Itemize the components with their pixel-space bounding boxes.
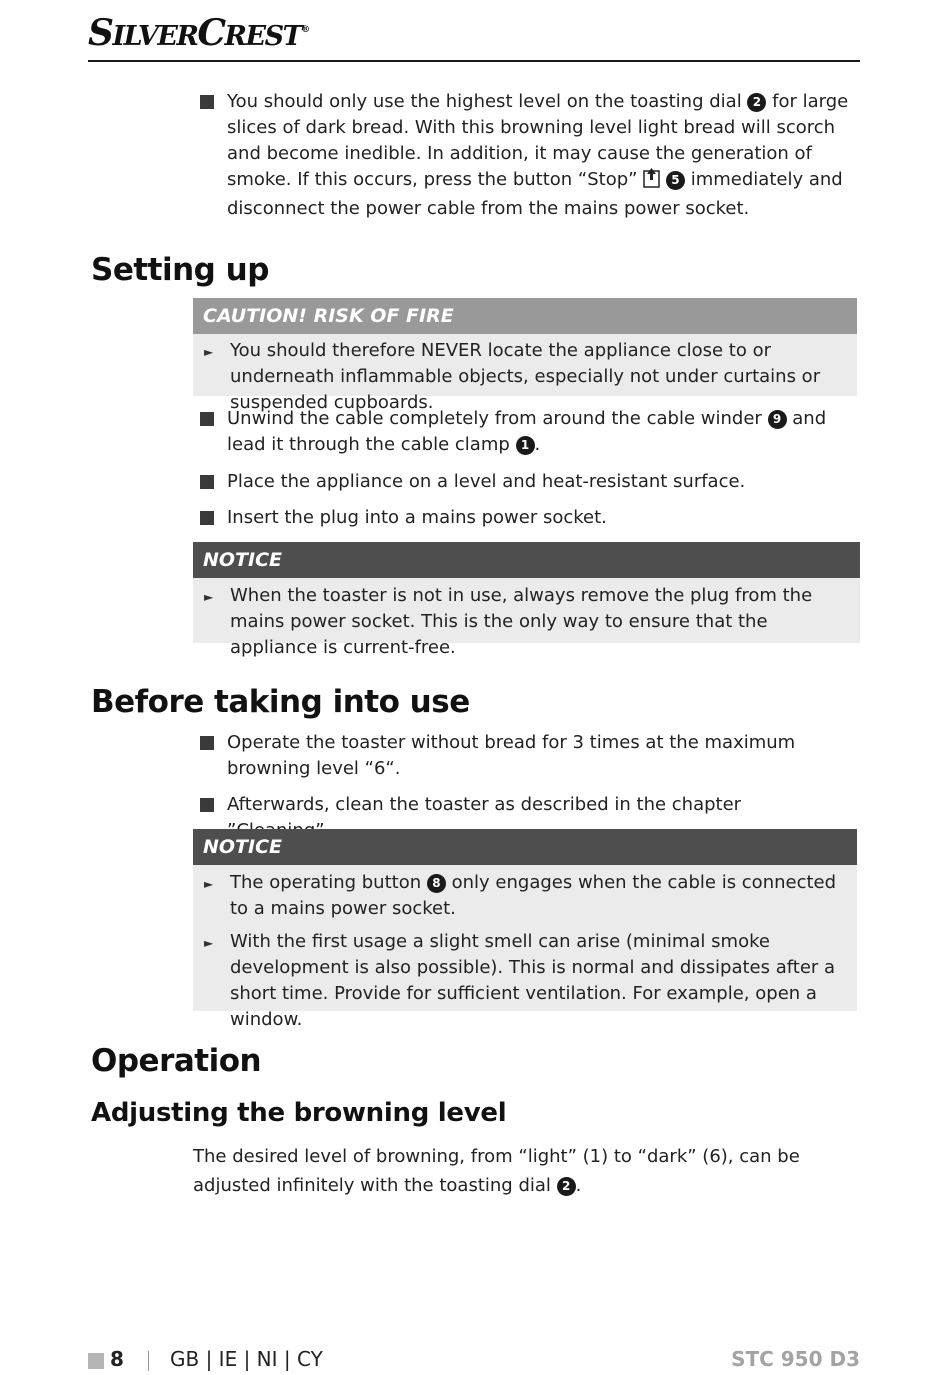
ref-number-badge: 5 [666,171,685,190]
triangle-arrow-icon: ► [204,936,214,950]
footer-divider [148,1351,149,1371]
ref-number-badge: 2 [557,1177,576,1196]
brand-logo: SILVERCREST® [88,12,311,54]
section-title-setting-up: Setting up [91,252,269,288]
language-codes: GB | IE | NI | CY [170,1347,323,1371]
square-bullet-icon [200,475,214,489]
square-bullet-icon [200,736,214,750]
model-number: STC 950 D3 [731,1347,860,1371]
setup-bullet-surface: Place the appliance on a level and heat-resistant surface. [227,469,849,495]
caution-item: ► You should therefore NEVER locate the appliance close to or underneath inflammable objects, especially not under curtains or suspended cupboards. [204,340,821,413]
page-header [88,6,860,62]
before-bullet-clean: Afterwards, clean the toaster as described in the chapter [227,792,849,844]
stop-button-icon [643,167,660,196]
notice-box-before-use [193,829,857,1030]
square-bullet-icon [200,95,214,109]
notice-item: ► When the toaster is not in use, always remove the plug from the mains power socket. This is the only way to ensure that the appliance is current-free. [204,585,813,658]
browning-paragraph: The desired level of browning, from “light” (1) to “dark” (6), can be adjusted infinitely with the toasting dial 2 . [193,1146,800,1196]
page-footer [88,1347,860,1375]
notice-item: ► The operating button 8 only engages when the cable is connected to a mains power socket. [204,872,837,919]
page-number: 8 [110,1347,124,1371]
ref-number-badge: 9 [768,410,787,429]
caution-box [193,298,857,413]
square-bullet-icon [200,798,214,812]
caution-label: CAUTION! RISK OF FIRE [193,298,857,334]
intro-bullet-text: You should only use the highest level on the toasting dial 2 for large slices of dark bread. With this browning level light bread will scorch and become inedible. In addition, it may cause the generation of smoke. If this occurs, press the button “Stop” 5 immediately and disconnect the power cable from the mains power socket. [227,91,849,219]
notice-item: ► With the first usage a slight smell can arise (minimal smoke development is also possible). This is normal and dissipates after a short time. Provide for sufficient ventilation. For example, open a window. [204,931,836,1030]
square-bullet-icon [200,511,214,525]
section-title-operation: Operation [91,1043,262,1079]
before-bullet-operate: Operate the toaster without bread for 3 times at the maximum browning level “6“. [227,730,849,782]
notice-box-setup [193,542,860,658]
square-bullet-icon [200,412,214,426]
triangle-arrow-icon: ► [204,877,214,891]
ref-number-badge: 1 [516,436,535,455]
setup-bullet-plug: Insert the plug into a mains power socket. [227,505,849,531]
ref-number-badge: 8 [427,874,446,893]
ref-number-badge: 2 [747,93,766,112]
setup-bullet-cable: Unwind the cable completely from around the cable winder 9 and lead it through the cable clamp 1 . [227,406,849,458]
section-title-before-use: Before taking into use [91,684,470,720]
notice-label: NOTICE [193,829,857,865]
subsection-title-browning: Adjusting the browning level [91,1098,507,1128]
notice-label: NOTICE [193,542,860,578]
intro-bullet [227,89,849,222]
triangle-arrow-icon: ► [204,345,214,359]
page-marker-icon [88,1353,104,1369]
triangle-arrow-icon: ► [204,590,214,604]
